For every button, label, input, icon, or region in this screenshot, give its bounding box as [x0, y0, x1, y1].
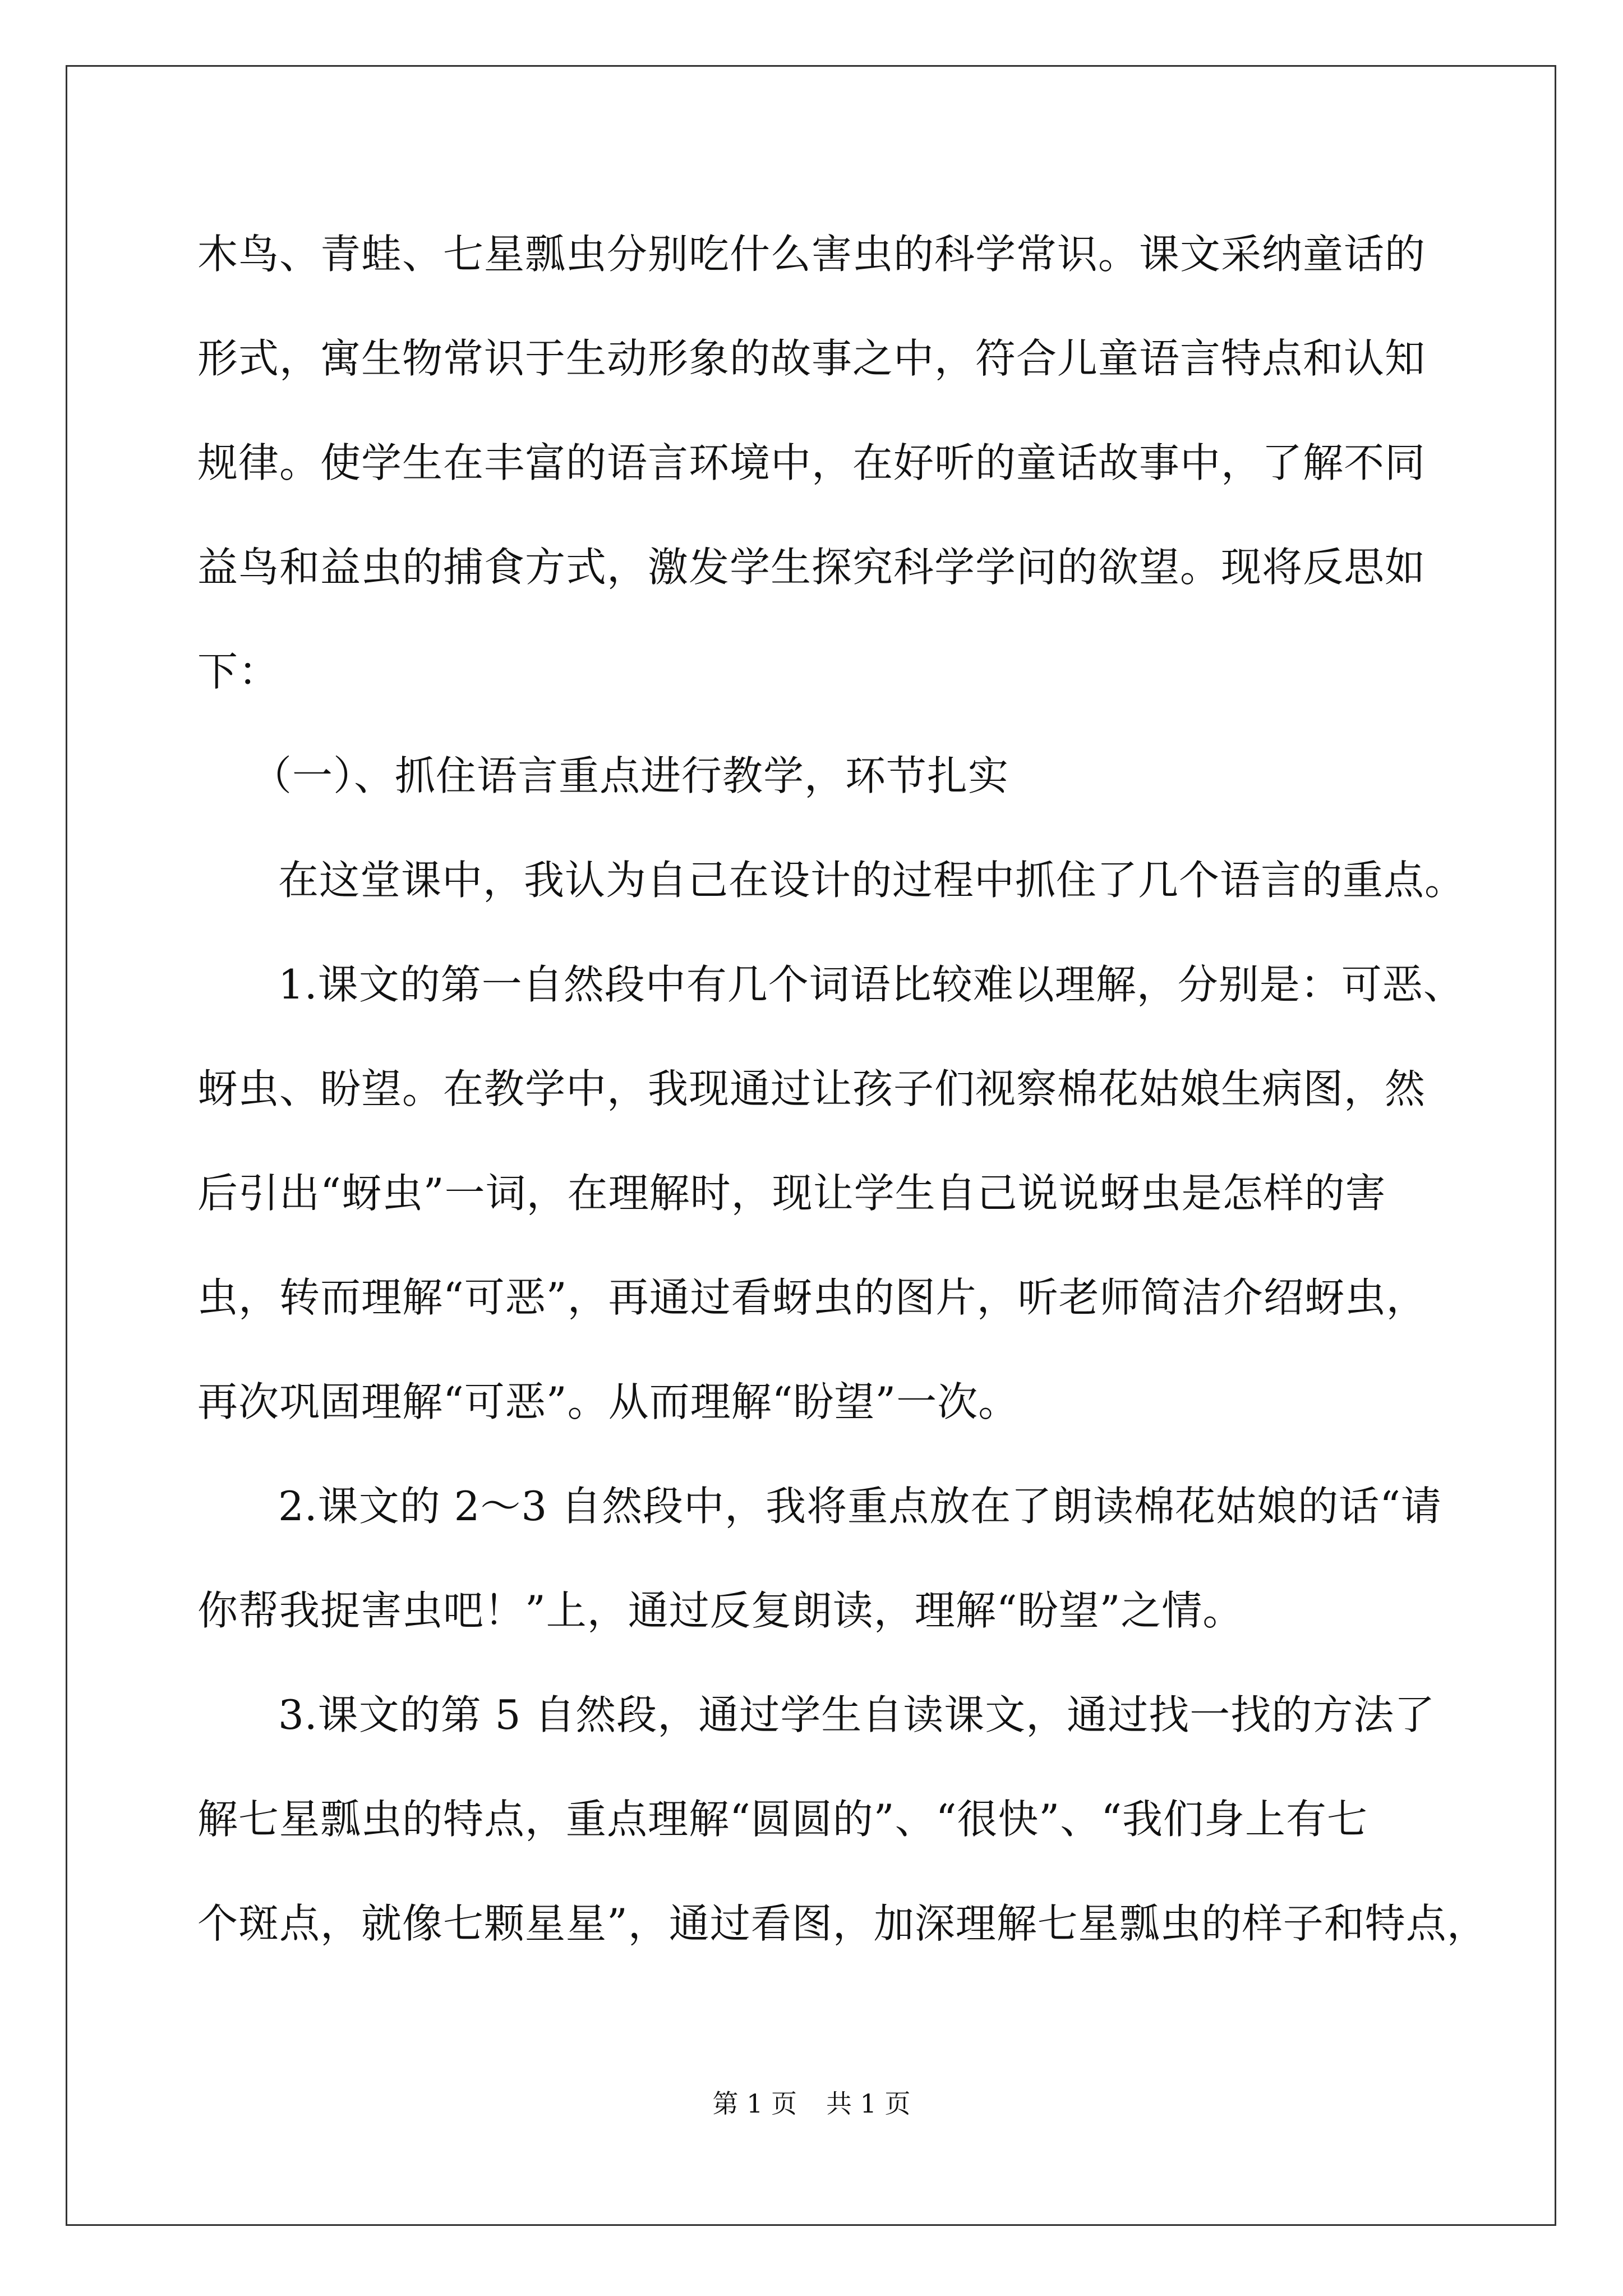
text-line: 蚜虫、盼望。在教学中，我现通过让孩子们视察棉花姑娘生病图，然	[197, 1065, 1426, 1112]
text-line: 后引出“蚜虫”一词，在理解时，现让学生自己说说蚜虫是怎样的害	[197, 1170, 1386, 1217]
document-body	[197, 202, 1488, 1976]
text-line: 在这堂课中，我认为自己在设计的过程中抓住了几个语言的重点。	[278, 857, 1466, 904]
text-line: 下：	[197, 648, 280, 695]
text-line: 再次巩固理解“可恶”。从而理解“盼望”一次。	[197, 1378, 1020, 1425]
text-line: 2.课文的 2～3 自然段中，我将重点放在了朗读棉花姑娘的话“请	[278, 1483, 1442, 1530]
page-number: 第 1 页	[712, 2088, 797, 2119]
text-line: 个斑点，就像七颗星星”，通过看图，加深理解七星瓢虫的样子和特点，	[197, 1900, 1488, 1947]
text-line: 虫，转而理解“可恶”，再通过看蚜虫的图片，听老师简洁介绍蚜虫，	[197, 1274, 1427, 1321]
text-line: 形式，寓生物常识于生动形象的故事之中，符合儿童语言特点和认知	[197, 335, 1426, 382]
text-line: 木鸟、青蛙、七星瓢虫分别吃什么害虫的科学常识。课文采纳童话的	[197, 231, 1426, 278]
section-heading: （一）、抓住语言重点进行教学，环节扎实	[251, 752, 1009, 799]
page-total: 共 1 页	[826, 2088, 911, 2119]
text-line: 益鸟和益虫的捕食方式，激发学生探究科学学问的欲望。现将反思如	[197, 544, 1426, 591]
text-line: 你帮我捉害虫吧！”上，通过反复朗读，理解“盼望”之情。	[197, 1587, 1244, 1634]
text-line: 规律。使学生在丰富的语言环境中，在好听的童话故事中，了解不同	[197, 439, 1426, 486]
page-footer	[0, 2087, 1623, 2120]
text-line: 解七星瓢虫的特点，重点理解“圆圆的”、“很快”、“我们身上有七	[197, 1796, 1368, 1843]
text-line: 3.课文的第 5 自然段，通过学生自读课文，通过找一找的方法了	[278, 1691, 1436, 1738]
text-line: 1.课文的第一自然段中有几个词语比较难以理解，分别是：可恶、	[278, 961, 1464, 1008]
